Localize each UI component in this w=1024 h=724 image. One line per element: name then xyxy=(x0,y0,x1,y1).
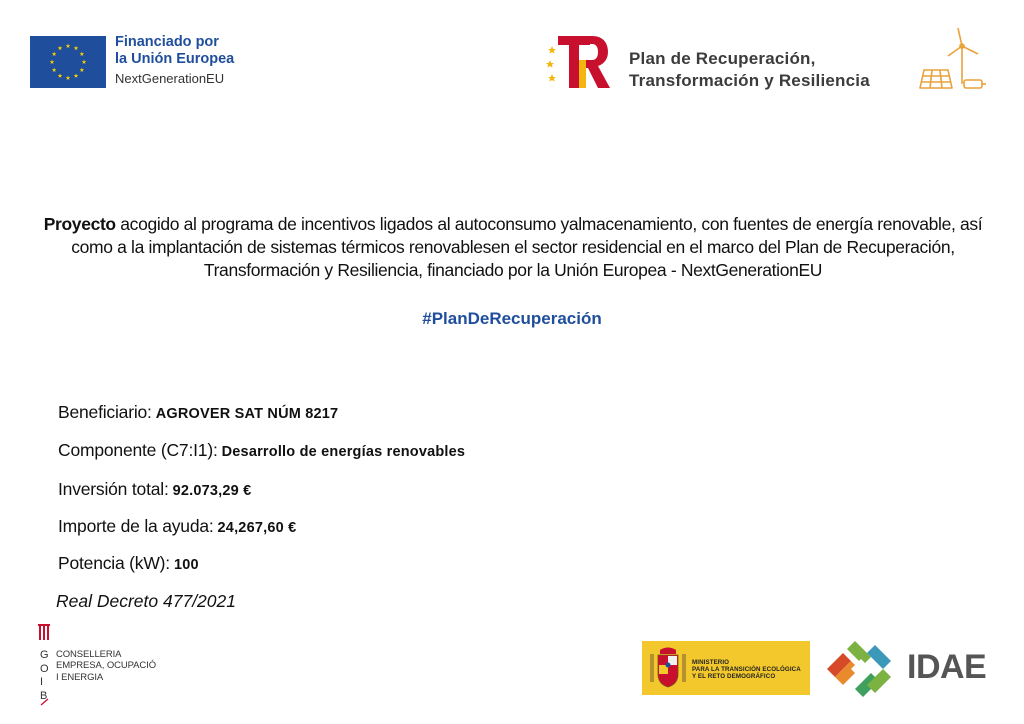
goib-letters xyxy=(40,649,49,703)
field-label: Importe de la ayuda: xyxy=(58,516,214,536)
field-importe xyxy=(58,516,296,537)
plan-logo-line1: Plan de Recuperación, xyxy=(629,49,816,68)
hashtag: #PlanDeRecuperación xyxy=(422,309,602,328)
project-body: acogido al programa de incentivos ligados al autoconsumo yalmacenamiento, con fuentes de energía renovable, así como a la implantación de sistemas térmicos renovablesen el sector residencial en el marco del Plan de Recuperación, Transformación y Resiliencia, financiado por la Unión Europea - NextGenerationEU xyxy=(71,214,983,280)
goib-line: CONSELLERIA xyxy=(56,649,122,660)
plan-recuperacion-logo xyxy=(546,32,896,94)
field-value: AGROVER SAT NÚM 8217 xyxy=(155,406,339,422)
field-potencia xyxy=(58,553,199,574)
goib-letter: G xyxy=(40,649,49,661)
plan-logo-line2: Transformación y Resiliencia xyxy=(629,71,870,90)
windmill-solar-icon xyxy=(918,26,990,96)
ministerio-line: Y EL RETO DEMOGRÁFICO xyxy=(692,673,776,681)
field-value: Desarrollo de energías renovables xyxy=(221,444,466,460)
plan-logo-text xyxy=(629,48,870,92)
tr-logo-icon xyxy=(546,32,612,92)
goib-line: EMPRESA, OCUPACIÓ xyxy=(56,660,157,672)
goib-logo xyxy=(36,622,166,708)
decree-reference: Real Decreto 477/2021 xyxy=(56,591,236,611)
idae-mark-icon xyxy=(823,640,903,698)
ministerio-logo xyxy=(642,641,810,695)
project-lead: Proyecto xyxy=(43,214,116,234)
field-value: 24,267,60 € xyxy=(217,520,297,536)
ministerio-text xyxy=(692,659,801,681)
eu-flag-icon xyxy=(30,36,106,88)
project-description xyxy=(40,213,986,282)
field-beneficiario xyxy=(58,402,338,423)
field-componente xyxy=(58,440,465,461)
spain-coat-of-arms-icon xyxy=(648,646,688,690)
ministerio-line: PARA LA TRANSICIÓN ECOLÓGICA xyxy=(692,666,801,674)
field-label: Beneficiario: xyxy=(58,402,152,422)
eu-logo-line1: Financiado por xyxy=(115,34,219,50)
balearic-coat-icon xyxy=(38,624,52,642)
goib-letter: B xyxy=(40,689,48,702)
eu-logo-line2: la Unión Europea xyxy=(115,51,235,67)
field-label: Potencia (kW): xyxy=(58,553,170,573)
goib-letter: I xyxy=(40,676,44,688)
eu-logo-line3: NextGenerationEU xyxy=(115,71,225,86)
idae-text: IDAE xyxy=(907,648,987,686)
field-value: 92.073,29 € xyxy=(172,483,252,499)
goib-letter: O xyxy=(40,662,49,675)
goib-slash-icon xyxy=(40,698,50,706)
field-label: Componente (C7:I1): xyxy=(58,440,218,460)
eu-funding-logo xyxy=(30,34,260,92)
field-label: Inversión total: xyxy=(58,479,169,499)
eu-logo-text xyxy=(115,34,234,87)
ministerio-line: MINISTERIO xyxy=(692,659,730,666)
field-value: 100 xyxy=(173,557,199,573)
goib-text xyxy=(56,649,156,683)
idae-logo xyxy=(823,640,991,698)
field-inversion xyxy=(58,479,251,500)
goib-line: I ENERGIA xyxy=(56,671,104,683)
